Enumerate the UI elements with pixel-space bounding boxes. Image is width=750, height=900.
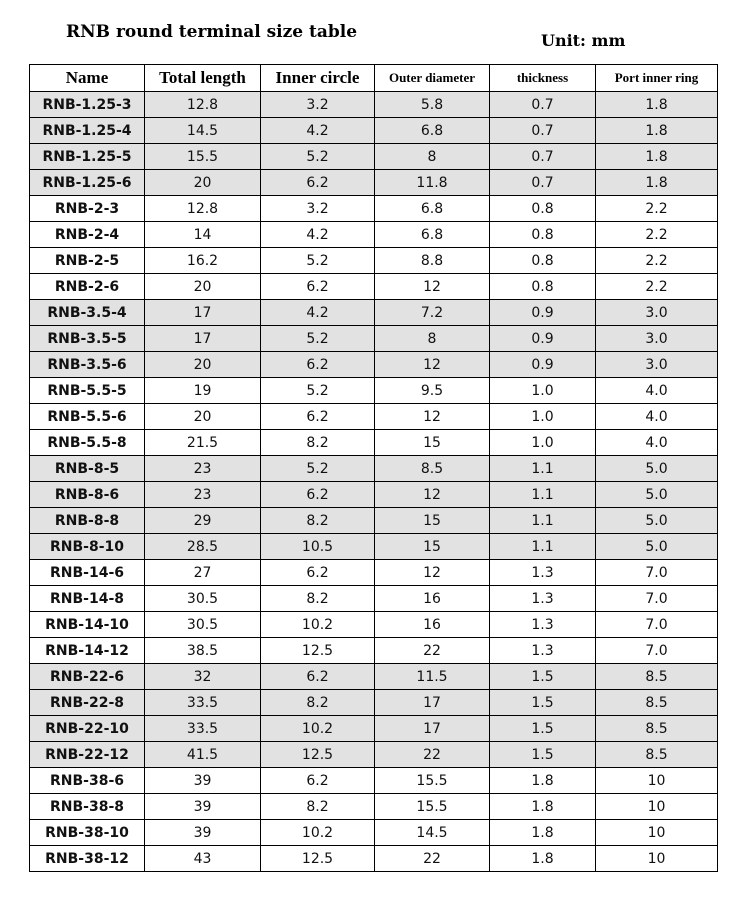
- thickness-cell: 1.1: [490, 456, 596, 482]
- inner-circle-cell: 6.2: [261, 352, 375, 378]
- name-cell: RNB-3.5-5: [30, 326, 145, 352]
- inner-circle-cell: 8.2: [261, 586, 375, 612]
- total-length-cell: 29: [145, 508, 261, 534]
- total-length-cell: 32: [145, 664, 261, 690]
- total-length-cell: 33.5: [145, 716, 261, 742]
- table-row: [30, 430, 718, 456]
- port-inner-ring-cell: 2.2: [596, 274, 718, 300]
- thickness-cell: 0.8: [490, 248, 596, 274]
- outer-diameter-cell: 12: [375, 482, 490, 508]
- name-cell: RNB-5.5-5: [30, 378, 145, 404]
- thickness-cell: 0.7: [490, 170, 596, 196]
- outer-diameter-cell: 15.5: [375, 794, 490, 820]
- port-inner-ring-cell: 7.0: [596, 560, 718, 586]
- name-cell: RNB-8-8: [30, 508, 145, 534]
- total-length-cell: 15.5: [145, 144, 261, 170]
- outer-diameter-cell: 12: [375, 404, 490, 430]
- inner-circle-cell: 10.2: [261, 820, 375, 846]
- inner-circle-cell: 6.2: [261, 482, 375, 508]
- table-row: [30, 690, 718, 716]
- outer-diameter-cell: 15: [375, 508, 490, 534]
- thickness-cell: 1.8: [490, 768, 596, 794]
- column-header-name: Name: [30, 65, 145, 92]
- outer-diameter-cell: 22: [375, 846, 490, 872]
- port-inner-ring-cell: 5.0: [596, 508, 718, 534]
- column-header-outer-diameter: Outer diameter: [375, 65, 490, 92]
- table-row: [30, 300, 718, 326]
- inner-circle-cell: 6.2: [261, 664, 375, 690]
- table-row: [30, 352, 718, 378]
- inner-circle-cell: 3.2: [261, 92, 375, 118]
- column-header-port-inner-ring: Port inner ring: [596, 65, 718, 92]
- inner-circle-cell: 6.2: [261, 404, 375, 430]
- total-length-cell: 21.5: [145, 430, 261, 456]
- outer-diameter-cell: 5.8: [375, 92, 490, 118]
- port-inner-ring-cell: 10: [596, 768, 718, 794]
- inner-circle-cell: 10.2: [261, 612, 375, 638]
- table-row: [30, 170, 718, 196]
- inner-circle-cell: 10.5: [261, 534, 375, 560]
- inner-circle-cell: 8.2: [261, 430, 375, 456]
- thickness-cell: 0.9: [490, 352, 596, 378]
- thickness-cell: 1.0: [490, 430, 596, 456]
- total-length-cell: 39: [145, 794, 261, 820]
- table-row: [30, 118, 718, 144]
- inner-circle-cell: 4.2: [261, 222, 375, 248]
- thickness-cell: 1.3: [490, 586, 596, 612]
- inner-circle-cell: 6.2: [261, 768, 375, 794]
- port-inner-ring-cell: 5.0: [596, 534, 718, 560]
- table-row: [30, 742, 718, 768]
- thickness-cell: 1.1: [490, 508, 596, 534]
- inner-circle-cell: 4.2: [261, 118, 375, 144]
- outer-diameter-cell: 8: [375, 144, 490, 170]
- table-row: [30, 508, 718, 534]
- table-row: [30, 144, 718, 170]
- table-row: [30, 534, 718, 560]
- header-row: [30, 65, 718, 92]
- port-inner-ring-cell: 5.0: [596, 482, 718, 508]
- total-length-cell: 43: [145, 846, 261, 872]
- thickness-cell: 0.8: [490, 222, 596, 248]
- total-length-cell: 39: [145, 820, 261, 846]
- table-row: [30, 274, 718, 300]
- thickness-cell: 1.3: [490, 560, 596, 586]
- table-row: [30, 664, 718, 690]
- thickness-cell: 0.8: [490, 274, 596, 300]
- thickness-cell: 1.3: [490, 638, 596, 664]
- size-table: [29, 64, 718, 872]
- port-inner-ring-cell: 8.5: [596, 664, 718, 690]
- outer-diameter-cell: 15.5: [375, 768, 490, 794]
- name-cell: RNB-2-5: [30, 248, 145, 274]
- inner-circle-cell: 12.5: [261, 846, 375, 872]
- table-row: [30, 248, 718, 274]
- table-row: [30, 222, 718, 248]
- outer-diameter-cell: 12: [375, 274, 490, 300]
- name-cell: RNB-3.5-4: [30, 300, 145, 326]
- inner-circle-cell: 5.2: [261, 326, 375, 352]
- port-inner-ring-cell: 7.0: [596, 638, 718, 664]
- outer-diameter-cell: 7.2: [375, 300, 490, 326]
- table-row: [30, 638, 718, 664]
- inner-circle-cell: 3.2: [261, 196, 375, 222]
- thickness-cell: 1.8: [490, 846, 596, 872]
- total-length-cell: 30.5: [145, 586, 261, 612]
- outer-diameter-cell: 15: [375, 534, 490, 560]
- total-length-cell: 20: [145, 404, 261, 430]
- port-inner-ring-cell: 1.8: [596, 144, 718, 170]
- outer-diameter-cell: 17: [375, 690, 490, 716]
- total-length-cell: 23: [145, 482, 261, 508]
- inner-circle-cell: 5.2: [261, 248, 375, 274]
- outer-diameter-cell: 6.8: [375, 118, 490, 144]
- inner-circle-cell: 6.2: [261, 560, 375, 586]
- name-cell: RNB-14-8: [30, 586, 145, 612]
- outer-diameter-cell: 8: [375, 326, 490, 352]
- name-cell: RNB-38-6: [30, 768, 145, 794]
- name-cell: RNB-5.5-8: [30, 430, 145, 456]
- port-inner-ring-cell: 3.0: [596, 326, 718, 352]
- port-inner-ring-cell: 10: [596, 820, 718, 846]
- total-length-cell: 19: [145, 378, 261, 404]
- port-inner-ring-cell: 8.5: [596, 742, 718, 768]
- port-inner-ring-cell: 2.2: [596, 222, 718, 248]
- total-length-cell: 20: [145, 274, 261, 300]
- name-cell: RNB-14-6: [30, 560, 145, 586]
- total-length-cell: 38.5: [145, 638, 261, 664]
- name-cell: RNB-22-8: [30, 690, 145, 716]
- inner-circle-cell: 6.2: [261, 274, 375, 300]
- port-inner-ring-cell: 5.0: [596, 456, 718, 482]
- inner-circle-cell: 8.2: [261, 690, 375, 716]
- name-cell: RNB-2-3: [30, 196, 145, 222]
- port-inner-ring-cell: 3.0: [596, 352, 718, 378]
- thickness-cell: 1.5: [490, 690, 596, 716]
- inner-circle-cell: 5.2: [261, 456, 375, 482]
- inner-circle-cell: 10.2: [261, 716, 375, 742]
- page-title: RNB round terminal size table: [66, 22, 358, 42]
- port-inner-ring-cell: 4.0: [596, 378, 718, 404]
- outer-diameter-cell: 11.5: [375, 664, 490, 690]
- thickness-cell: 0.7: [490, 118, 596, 144]
- table-row: [30, 378, 718, 404]
- port-inner-ring-cell: 1.8: [596, 118, 718, 144]
- name-cell: RNB-8-5: [30, 456, 145, 482]
- name-cell: RNB-1.25-4: [30, 118, 145, 144]
- outer-diameter-cell: 6.8: [375, 196, 490, 222]
- name-cell: RNB-3.5-6: [30, 352, 145, 378]
- inner-circle-cell: 4.2: [261, 300, 375, 326]
- thickness-cell: 1.5: [490, 664, 596, 690]
- port-inner-ring-cell: 7.0: [596, 586, 718, 612]
- column-header-inner-circle: Inner circle: [261, 65, 375, 92]
- name-cell: RNB-2-4: [30, 222, 145, 248]
- outer-diameter-cell: 22: [375, 638, 490, 664]
- thickness-cell: 0.8: [490, 196, 596, 222]
- table-row: [30, 482, 718, 508]
- inner-circle-cell: 12.5: [261, 638, 375, 664]
- port-inner-ring-cell: 4.0: [596, 430, 718, 456]
- outer-diameter-cell: 12: [375, 352, 490, 378]
- inner-circle-cell: 5.2: [261, 144, 375, 170]
- inner-circle-cell: 8.2: [261, 794, 375, 820]
- total-length-cell: 30.5: [145, 612, 261, 638]
- port-inner-ring-cell: 3.0: [596, 300, 718, 326]
- outer-diameter-cell: 9.5: [375, 378, 490, 404]
- total-length-cell: 14: [145, 222, 261, 248]
- total-length-cell: 27: [145, 560, 261, 586]
- name-cell: RNB-1.25-6: [30, 170, 145, 196]
- name-cell: RNB-1.25-5: [30, 144, 145, 170]
- thickness-cell: 1.1: [490, 482, 596, 508]
- total-length-cell: 14.5: [145, 118, 261, 144]
- total-length-cell: 17: [145, 326, 261, 352]
- port-inner-ring-cell: 2.2: [596, 196, 718, 222]
- outer-diameter-cell: 12: [375, 560, 490, 586]
- table-row: [30, 846, 718, 872]
- name-cell: RNB-1.25-3: [30, 92, 145, 118]
- thickness-cell: 1.8: [490, 820, 596, 846]
- table-row: [30, 326, 718, 352]
- total-length-cell: 17: [145, 300, 261, 326]
- name-cell: RNB-22-12: [30, 742, 145, 768]
- total-length-cell: 16.2: [145, 248, 261, 274]
- total-length-cell: 41.5: [145, 742, 261, 768]
- outer-diameter-cell: 17: [375, 716, 490, 742]
- name-cell: RNB-2-6: [30, 274, 145, 300]
- table-row: [30, 716, 718, 742]
- total-length-cell: 23: [145, 456, 261, 482]
- port-inner-ring-cell: 1.8: [596, 92, 718, 118]
- table-row: [30, 92, 718, 118]
- name-cell: RNB-8-10: [30, 534, 145, 560]
- table-row: [30, 196, 718, 222]
- outer-diameter-cell: 16: [375, 586, 490, 612]
- thickness-cell: 1.0: [490, 404, 596, 430]
- thickness-cell: 0.9: [490, 326, 596, 352]
- table-row: [30, 404, 718, 430]
- name-cell: RNB-8-6: [30, 482, 145, 508]
- thickness-cell: 1.5: [490, 716, 596, 742]
- inner-circle-cell: 6.2: [261, 170, 375, 196]
- name-cell: RNB-22-10: [30, 716, 145, 742]
- total-length-cell: 12.8: [145, 92, 261, 118]
- outer-diameter-cell: 8.5: [375, 456, 490, 482]
- outer-diameter-cell: 15: [375, 430, 490, 456]
- outer-diameter-cell: 6.8: [375, 222, 490, 248]
- outer-diameter-cell: 8.8: [375, 248, 490, 274]
- thickness-cell: 1.5: [490, 742, 596, 768]
- table-row: [30, 612, 718, 638]
- table-body: [30, 92, 718, 872]
- table-row: [30, 768, 718, 794]
- name-cell: RNB-5.5-6: [30, 404, 145, 430]
- column-header-total-length: Total length: [145, 65, 261, 92]
- name-cell: RNB-38-10: [30, 820, 145, 846]
- thickness-cell: 0.7: [490, 92, 596, 118]
- port-inner-ring-cell: 10: [596, 794, 718, 820]
- port-inner-ring-cell: 1.8: [596, 170, 718, 196]
- table-row: [30, 456, 718, 482]
- outer-diameter-cell: 11.8: [375, 170, 490, 196]
- unit-label: Unit: mm: [541, 31, 626, 50]
- thickness-cell: 1.0: [490, 378, 596, 404]
- total-length-cell: 33.5: [145, 690, 261, 716]
- total-length-cell: 39: [145, 768, 261, 794]
- table-row: [30, 560, 718, 586]
- port-inner-ring-cell: 8.5: [596, 690, 718, 716]
- table-row: [30, 794, 718, 820]
- total-length-cell: 20: [145, 170, 261, 196]
- thickness-cell: 0.9: [490, 300, 596, 326]
- thickness-cell: 1.1: [490, 534, 596, 560]
- thickness-cell: 0.7: [490, 144, 596, 170]
- inner-circle-cell: 8.2: [261, 508, 375, 534]
- name-cell: RNB-14-10: [30, 612, 145, 638]
- port-inner-ring-cell: 10: [596, 846, 718, 872]
- table-row: [30, 820, 718, 846]
- outer-diameter-cell: 14.5: [375, 820, 490, 846]
- inner-circle-cell: 12.5: [261, 742, 375, 768]
- port-inner-ring-cell: 7.0: [596, 612, 718, 638]
- total-length-cell: 20: [145, 352, 261, 378]
- name-cell: RNB-14-12: [30, 638, 145, 664]
- table-row: [30, 586, 718, 612]
- thickness-cell: 1.3: [490, 612, 596, 638]
- name-cell: RNB-38-12: [30, 846, 145, 872]
- port-inner-ring-cell: 2.2: [596, 248, 718, 274]
- column-header-thickness: thickness: [490, 65, 596, 92]
- name-cell: RNB-22-6: [30, 664, 145, 690]
- inner-circle-cell: 5.2: [261, 378, 375, 404]
- outer-diameter-cell: 22: [375, 742, 490, 768]
- outer-diameter-cell: 16: [375, 612, 490, 638]
- port-inner-ring-cell: 8.5: [596, 716, 718, 742]
- name-cell: RNB-38-8: [30, 794, 145, 820]
- total-length-cell: 12.8: [145, 196, 261, 222]
- thickness-cell: 1.8: [490, 794, 596, 820]
- total-length-cell: 28.5: [145, 534, 261, 560]
- port-inner-ring-cell: 4.0: [596, 404, 718, 430]
